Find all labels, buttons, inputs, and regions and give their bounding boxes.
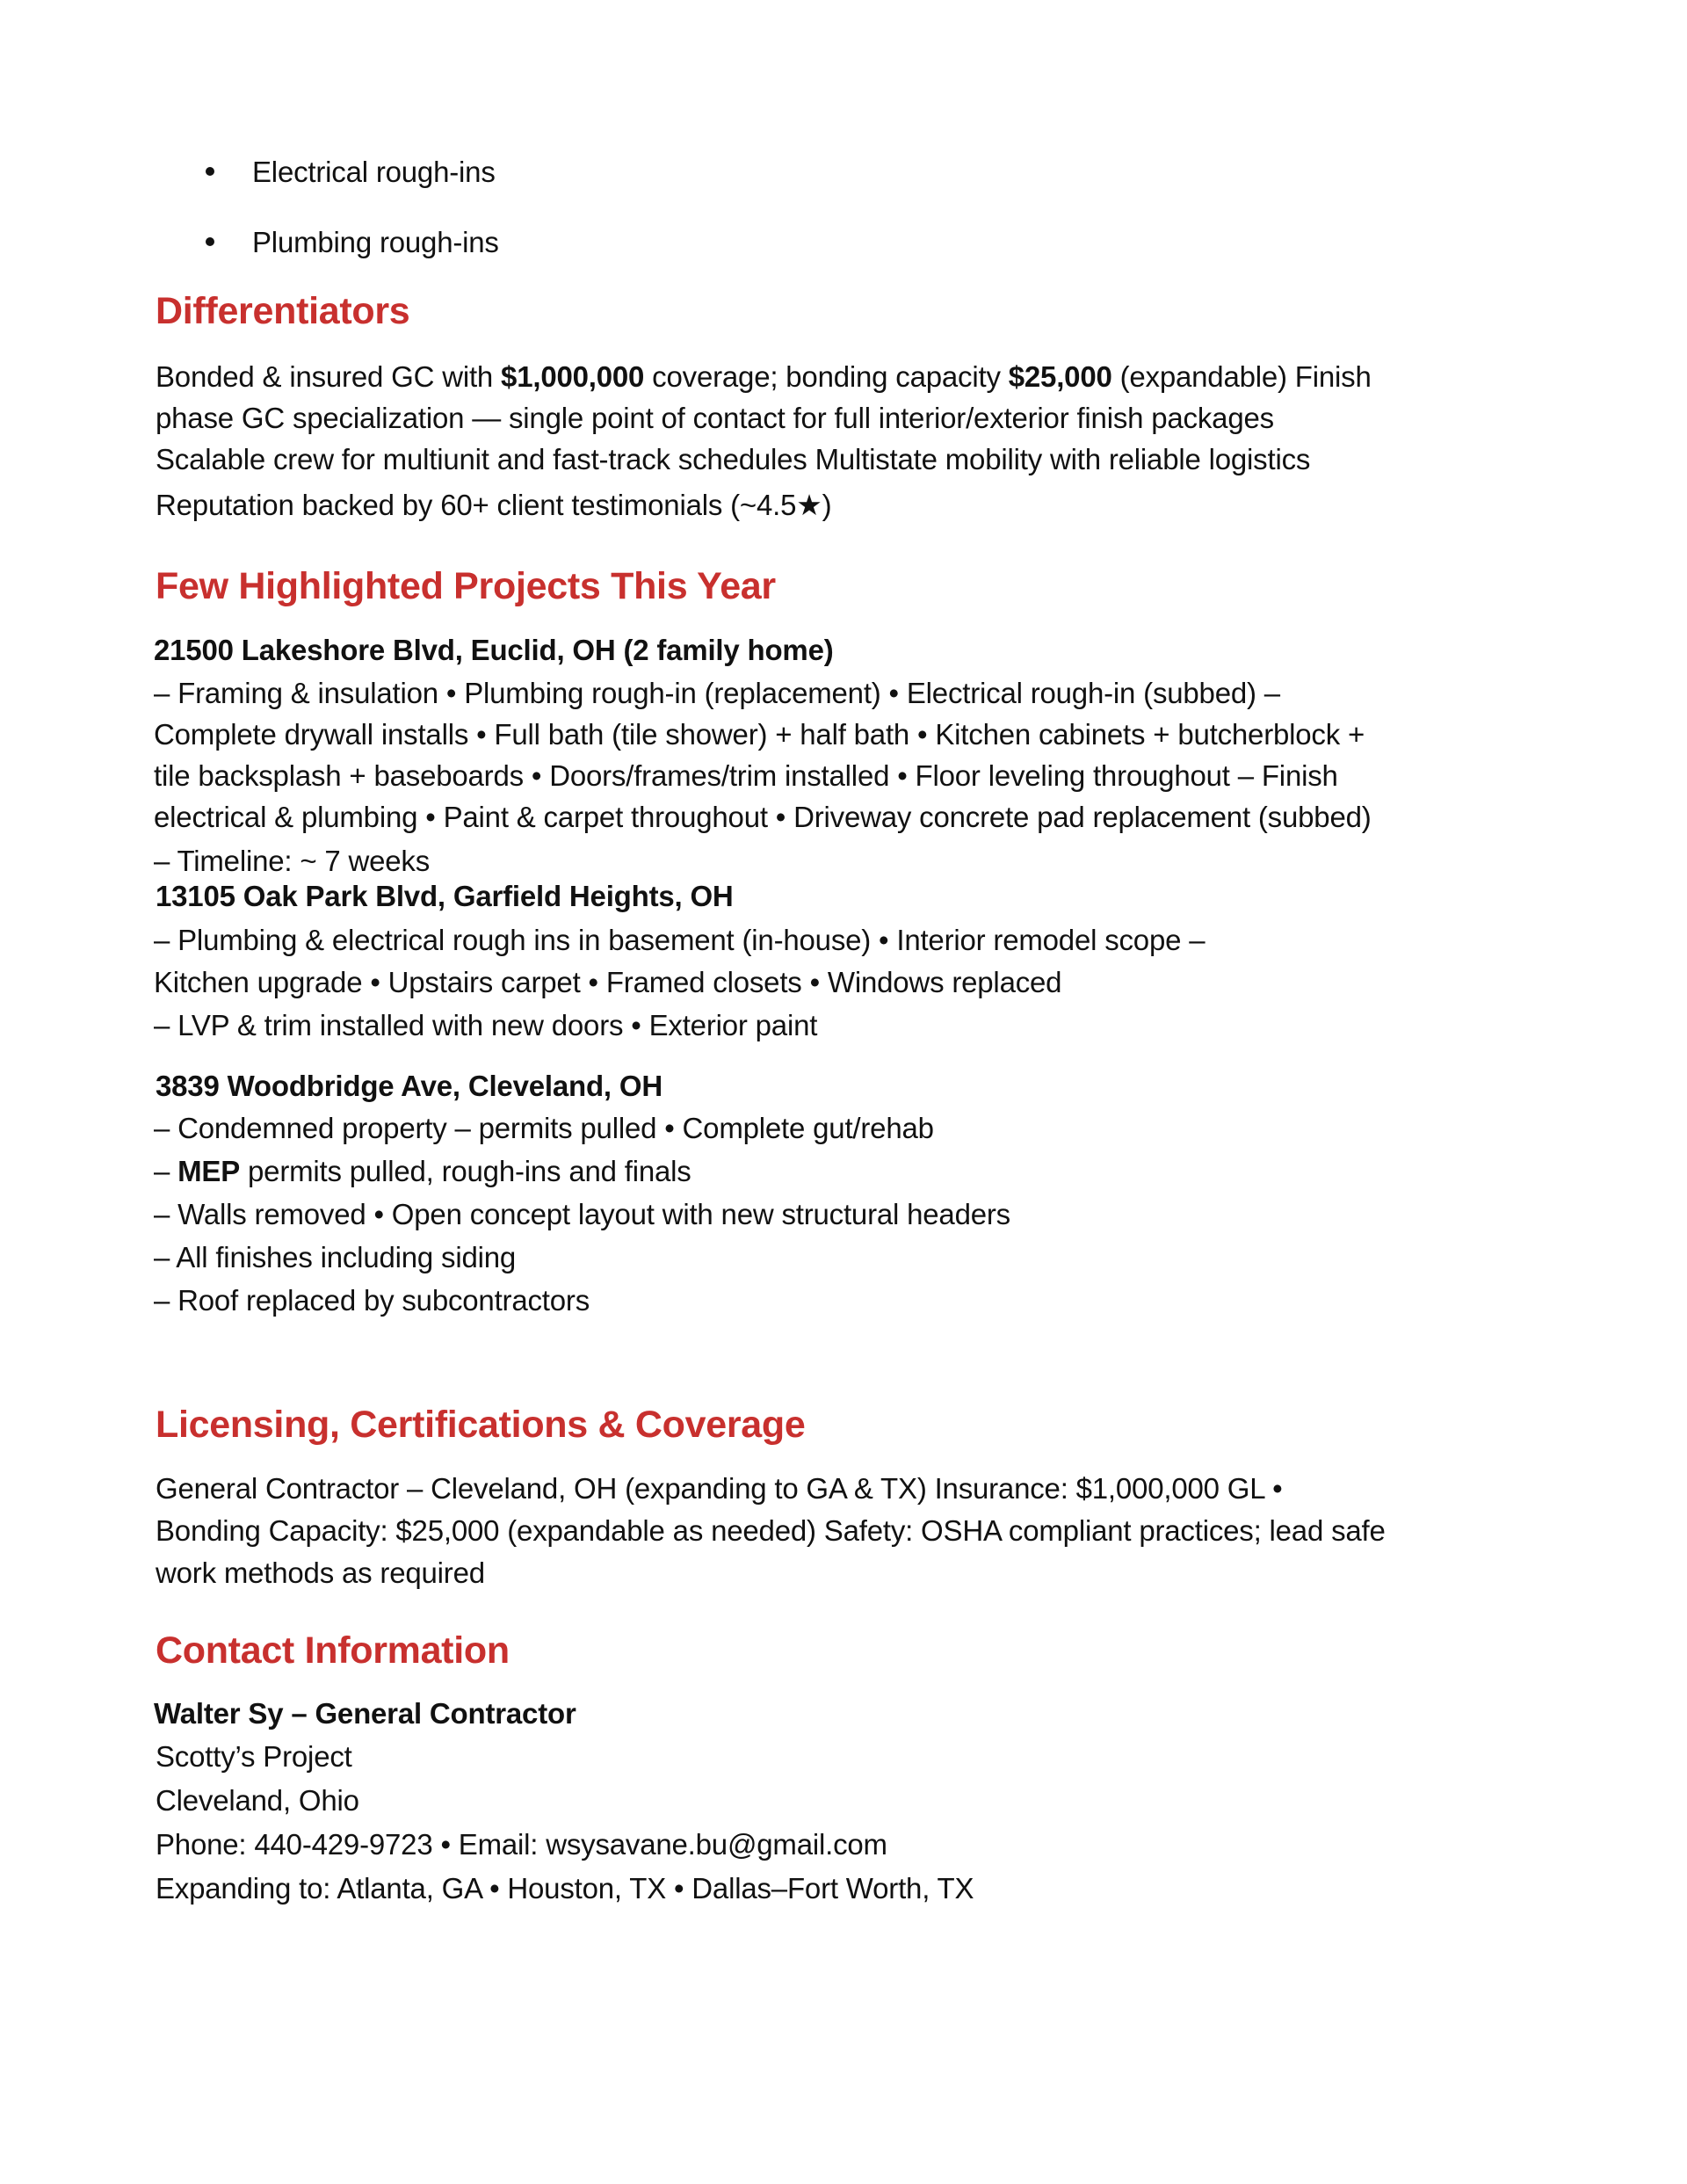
project-line: electrical & plumbing • Paint & carpet throughout • Driveway concrete pad replacement (subbed) (154, 801, 1372, 833)
projects-heading: Few Highlighted Projects This Year (156, 565, 776, 607)
contact-phone-email (156, 1824, 887, 1865)
bullet-item: Electrical rough-ins (252, 156, 496, 188)
differentiators-line: Scalable crew for multiunit and fast-track schedules Multistate mobility with reliable logistics (156, 443, 1311, 475)
bullet-item: Plumbing rough-ins (252, 226, 499, 258)
email-address[interactable]: wsysavane.bu@gmail.com (546, 1828, 887, 1861)
project-line: – LVP & trim installed with new doors • Exterior paint (154, 1009, 818, 1041)
bullet-icon (206, 237, 214, 246)
project-line: – Framing & insulation • Plumbing rough-in (replacement) • Electrical rough-in (subbed) – (154, 677, 1280, 709)
differentiators-heading: Differentiators (156, 290, 410, 332)
project-line: – Condemned property – permits pulled • Complete gut/rehab (154, 1112, 934, 1144)
project-line: – Roof replaced by subcontractors (154, 1284, 590, 1317)
licensing-line: work methods as required (156, 1556, 485, 1589)
contact-company: Scotty’s Project (156, 1740, 352, 1773)
project-line: tile backsplash + baseboards • Doors/frames/trim installed • Floor leveling throughout – Finish (154, 759, 1338, 792)
differentiators-line: phase GC specialization — single point of contact for full interior/exterior finish packages (156, 402, 1274, 434)
licensing-heading: Licensing, Certifications & Coverage (156, 1404, 806, 1446)
phone-number[interactable]: 440-429-9723 (254, 1828, 433, 1861)
differentiators-line: Reputation backed by 60+ client testimonials (~4.5★) (156, 489, 832, 521)
project-title: 13105 Oak Park Blvd, Garfield Heights, OH (156, 880, 734, 912)
email-label: Email: (458, 1828, 547, 1861)
project-line: Kitchen upgrade • Upstairs carpet • Framed closets • Windows replaced (154, 966, 1062, 998)
project-line: Complete drywall installs • Full bath (tile shower) + half bath • Kitchen cabinets + butcherblock + (154, 718, 1365, 751)
licensing-line: Bonding Capacity: $25,000 (expandable as needed) Safety: OSHA compliant practices; lead safe (156, 1514, 1386, 1547)
contact-name-title: Walter Sy – General Contractor (154, 1697, 576, 1730)
contact-location: Cleveland, Ohio (156, 1784, 359, 1817)
project-line: – Plumbing & electrical rough ins in basement (in-house) • Interior remodel scope – (154, 924, 1206, 956)
contact-expanding: Expanding to: Atlanta, GA • Houston, TX • Dallas–Fort Worth, TX (156, 1872, 974, 1905)
project-line: – Timeline: ~ 7 weeks (154, 845, 431, 877)
bullet-icon (206, 167, 214, 176)
phone-label: Phone: (156, 1828, 255, 1861)
project-line: – Walls removed • Open concept layout with new structural headers (154, 1198, 1010, 1230)
project-line: – All finishes including siding (154, 1241, 517, 1273)
project-line: – MEP permits pulled, rough-ins and finals (154, 1155, 691, 1187)
separator: • (432, 1828, 459, 1861)
differentiators-line: Bonded & insured GC with $1,000,000 coverage; bonding capacity $25,000 (expandable) Finish (156, 360, 1372, 393)
project-title: 3839 Woodbridge Ave, Cleveland, OH (156, 1070, 662, 1102)
project-title: 21500 Lakeshore Blvd, Euclid, OH (2 family home) (154, 634, 834, 666)
licensing-line: General Contractor – Cleveland, OH (expanding to GA & TX) Insurance: $1,000,000 GL • (156, 1472, 1283, 1505)
contact-heading: Contact Information (156, 1629, 510, 1672)
